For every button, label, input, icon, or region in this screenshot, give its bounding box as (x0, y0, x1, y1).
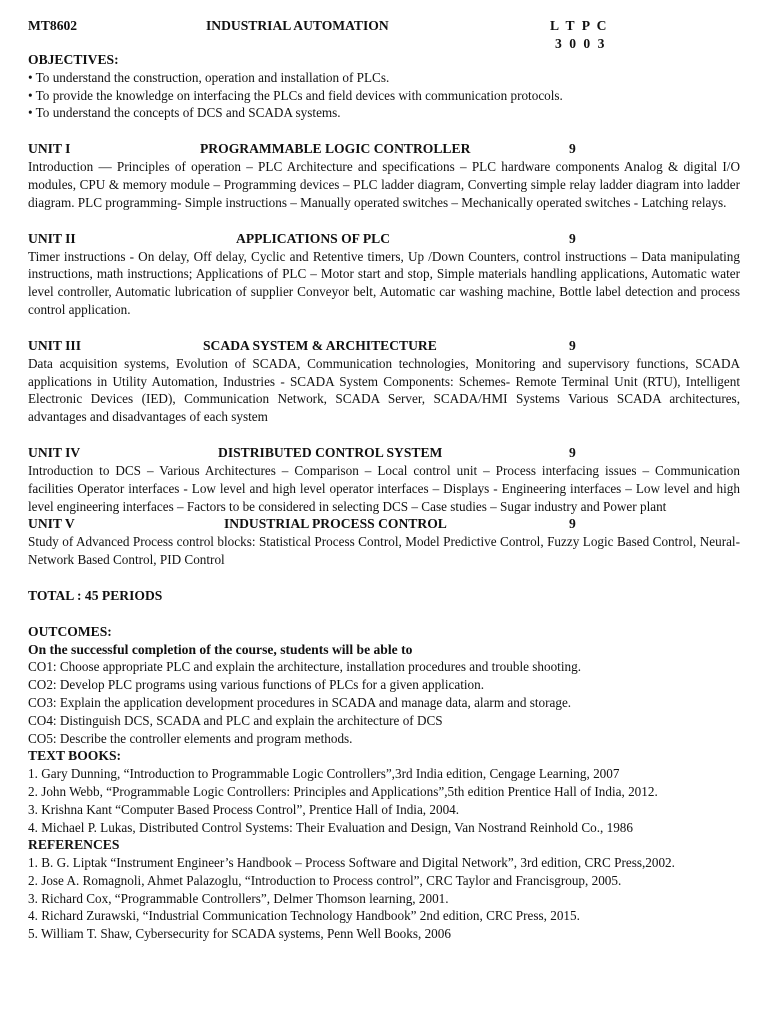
unit-number: UNIT III (28, 337, 82, 353)
ltpc-label: L T P C (550, 18, 609, 33)
unit-5-body: Study of Advanced Process control blocks: Statistical Process Control, Model Predictive Control, Fuzzy Logic Based Control, Neural-Network Based Control, PID Control (28, 534, 740, 568)
total-periods: TOTAL : 45 PERIODS (28, 587, 163, 603)
outcomes-list (28, 658, 740, 747)
reference-item: 3. Richard Cox, “Programmable Controllers”, Delmer Thomson learning, 2001. (28, 890, 449, 906)
unit-2-heading (28, 230, 740, 248)
unit-hours: 9 (569, 516, 576, 532)
course-code: MT8602 (28, 18, 78, 33)
objective-item: • To understand the concepts of DCS and SCADA systems. (28, 105, 341, 121)
objectives-list (28, 69, 740, 122)
textbook-item: 4. Michael P. Lukas, Distributed Control Systems: Their Evaluation and Design, Van Nostrand Reinhold Co., 1986 (28, 819, 633, 835)
unit-5-heading (28, 515, 740, 533)
unit-hours: 9 (569, 141, 576, 157)
unit-3-heading (28, 337, 740, 355)
references-heading: REFERENCES (28, 837, 120, 853)
outcome-item: CO4: Distinguish DCS, SCADA and PLC and explain the architecture of DCS (28, 712, 443, 728)
unit-1-heading (28, 140, 740, 158)
objective-item: • To provide the knowledge on interfacing the PLCs and field devices with communication protocols. (28, 87, 563, 103)
unit-number: UNIT IV (28, 444, 81, 460)
unit-hours: 9 (569, 230, 576, 246)
outcomes-heading: OUTCOMES: (28, 623, 112, 639)
textbook-item: 2. John Webb, “Programmable Logic Controllers: Principles and Applications”,5th edition Prentice Hall of India, 2012. (28, 783, 658, 799)
course-title: INDUSTRIAL AUTOMATION (206, 18, 389, 33)
unit-1-body: Introduction — Principles of operation – PLC Architecture and specifications – PLC hardware components Analog & digital I/O modules, CPU & memory module – Programming devices – PLC ladder diagram, Converting simple relay ladder diagram into ladder diagram. PLC programming- Simple instructions – Manually operated switches – Mechanically operated switches - Latching relays. (28, 159, 740, 210)
outcome-item: CO1: Choose appropriate PLC and explain the architecture, installation procedures and trouble shooting. (28, 659, 581, 675)
unit-4-heading (28, 444, 740, 462)
unit-number: UNIT V (28, 516, 75, 532)
syllabus-page (28, 15, 740, 943)
unit-title: DISTRIBUTED CONTROL SYSTEM (218, 444, 443, 460)
outcome-item: CO3: Explain the application development procedures in SCADA and manage data, alarm and storage. (28, 694, 572, 710)
ltpc-values: 3 0 0 3 (555, 36, 607, 51)
outcome-item: CO2: Develop PLC programs using various functions of PLCs for a given application. (28, 677, 485, 693)
textbook-item: 3. Krishna Kant “Computer Based Process Control”, Prentice Hall of India, 2004. (28, 801, 460, 817)
unit-2-body: Timer instructions - On delay, Off delay, Cyclic and Retentive timers, Up /Down Counters, control instructions – Data manipulating instructions, math instructions; Applications of PLC – Motor start and stop, Simple materials handling applications, Automatic water level controller, Automatic lubrication of supplier Conveyor belt, Automatic car washing machine, Bottle label detection and process control application. (28, 248, 740, 317)
unit-4-body: Introduction to DCS – Various Architectures – Comparison – Local control unit – Process interfacing issues – Communication facilities Operator interfaces - Low level and high level operator interfaces – Displays - Engineering interfaces – Low level and high level engineering interfaces – Factors to be considered in selecting DCS – Case studies – Sugar industry and Power plant (28, 462, 740, 514)
textbook-item: 1. Gary Dunning, “Introduction to Programmable Logic Controllers”,3rd India edition, Cengage Learning, 2007 (28, 766, 620, 782)
unit-title: PROGRAMMABLE LOGIC CONTROLLER (200, 141, 471, 157)
reference-item: 5. William T. Shaw, Cybersecurity for SCADA systems, Penn Well Books, 2006 (28, 926, 451, 942)
unit-number: UNIT II (28, 230, 76, 246)
unit-title: SCADA SYSTEM & ARCHITECTURE (203, 337, 437, 353)
references-list (28, 854, 740, 943)
textbooks-list (28, 765, 740, 836)
objectives-heading: OBJECTIVES: (28, 52, 119, 67)
outcomes-intro: On the successful completion of the course, students will be able to (28, 641, 413, 657)
textbooks-heading: TEXT BOOKS: (28, 748, 122, 764)
outcome-item: CO5: Describe the controller elements and program methods. (28, 730, 353, 746)
unit-3-body: Data acquisition systems, Evolution of SCADA, Communication technologies, Monitoring and supervisory functions, SCADA applications in Utility Automation, Industries - SCADA System Components: Schemes- Remote Terminal Unit (RTU), Intelligent Electronic Devices (IED), Communication Network, SCADA Server, SCADA/HMI Systems Various SCADA architectures, advantages and disadvantages of each system (28, 355, 740, 425)
unit-number: UNIT I (28, 141, 71, 157)
unit-title: APPLICATIONS OF PLC (236, 230, 391, 246)
unit-title: INDUSTRIAL PROCESS CONTROL (224, 516, 447, 532)
reference-item: 4. Richard Zurawski, “Industrial Communication Technology Handbook” 2nd edition, CRC Press, 2015. (28, 908, 580, 924)
objective-item: • To understand the construction, operation and installation of PLCs. (28, 69, 390, 85)
reference-item: 1. B. G. Liptak “Instrument Engineer’s Handbook – Process Software and Digital Network”, 3rd edition, CRC Press,2002. (28, 855, 675, 871)
course-header (28, 15, 740, 51)
unit-hours: 9 (569, 337, 576, 353)
unit-hours: 9 (569, 444, 576, 460)
reference-item: 2. Jose A. Romagnoli, Ahmet Palazoglu, “Introduction to Process control”, CRC Taylor and Francisgroup, 2005. (28, 872, 622, 888)
